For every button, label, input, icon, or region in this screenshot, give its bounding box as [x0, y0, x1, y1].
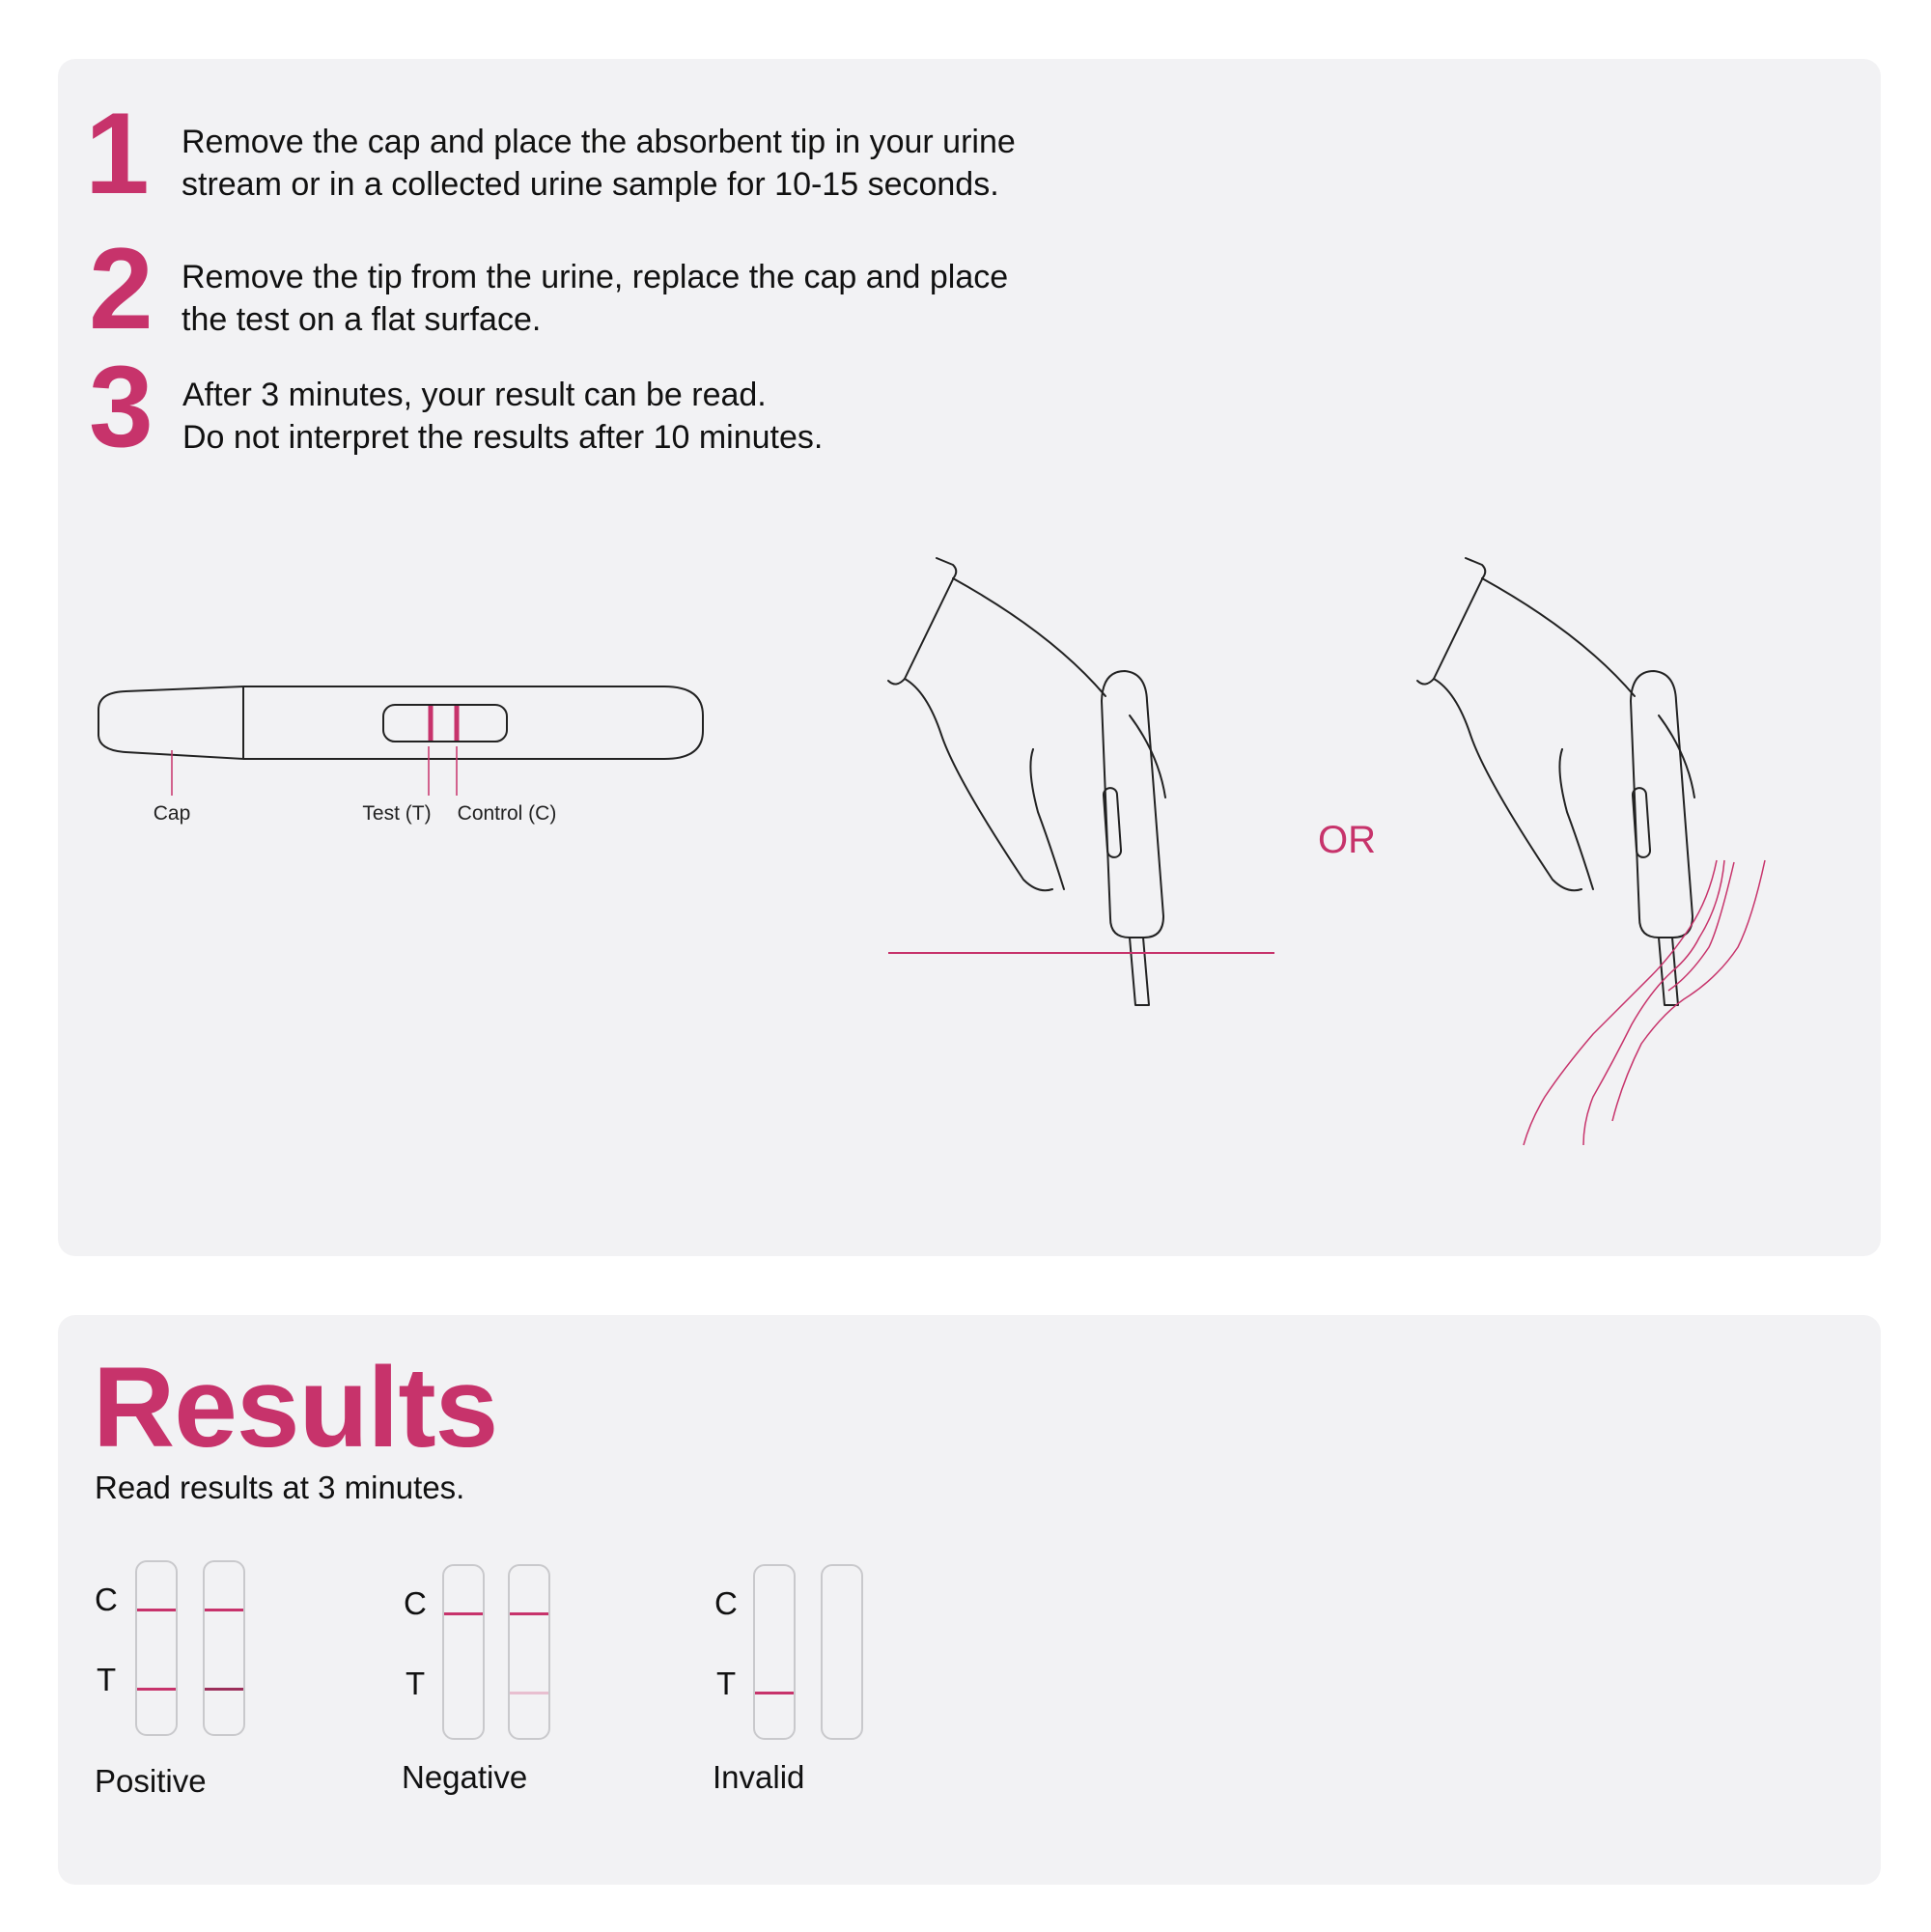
- result-strip: [203, 1560, 245, 1736]
- control-label: Control (C): [457, 802, 557, 825]
- illustrations: [58, 59, 1881, 1256]
- test-band: [755, 1692, 794, 1694]
- cap-label: Cap: [153, 802, 191, 825]
- step-text-line: Remove the tip from the urine, replace the cap and place: [182, 259, 1009, 295]
- results-title: Results: [93, 1344, 498, 1471]
- result-strip: [508, 1564, 550, 1740]
- control-band: [137, 1609, 176, 1611]
- test-stick: [1631, 671, 1693, 938]
- t-label: T: [716, 1666, 737, 1701]
- results-panel: [58, 1315, 1881, 1885]
- step-text-line: stream or in a collected urine sample for 10-15 seconds.: [182, 166, 999, 203]
- test-strip-cap: [98, 686, 243, 759]
- test-label: Test (T): [362, 802, 432, 825]
- result-name: Negative: [402, 1759, 528, 1795]
- or-label: OR: [1318, 819, 1376, 861]
- test-strip-diagram: [98, 686, 703, 759]
- step-text-line: After 3 minutes, your result can be read.: [182, 377, 767, 413]
- urine-stream: [1524, 860, 1765, 1145]
- step-number: 1: [85, 89, 150, 218]
- c-label: C: [714, 1585, 738, 1621]
- result-name: Invalid: [713, 1759, 805, 1795]
- step-number: 2: [89, 224, 154, 353]
- step-text-line: Remove the cap and place the absorbent tip in your urine: [182, 124, 1016, 160]
- t-label: T: [406, 1666, 426, 1701]
- instructions-panel: [58, 59, 1881, 1256]
- step-text-line: the test on a flat surface.: [182, 301, 542, 338]
- hand-urine-stream-illustration: [1417, 558, 1694, 1005]
- hand-collected-sample-illustration: [888, 558, 1165, 1005]
- test-stick: [1102, 671, 1163, 938]
- control-band: [510, 1612, 548, 1615]
- control-band: [205, 1609, 243, 1611]
- result-name: Positive: [95, 1763, 207, 1799]
- test-strip-window: [383, 705, 507, 742]
- c-label: C: [95, 1582, 118, 1617]
- result-strip: [442, 1564, 485, 1740]
- test-strip-body: [243, 686, 703, 759]
- c-label: C: [404, 1585, 427, 1621]
- result-strip: [821, 1564, 863, 1740]
- faint-test-band: [510, 1692, 548, 1694]
- result-strip: [753, 1564, 796, 1740]
- results-subtitle: Read results at 3 minutes.: [95, 1470, 465, 1505]
- t-label: T: [97, 1662, 117, 1697]
- step-number: 3: [89, 342, 154, 471]
- result-strip: [135, 1560, 178, 1736]
- test-band: [205, 1688, 243, 1691]
- test-band: [137, 1688, 176, 1691]
- control-band: [444, 1612, 483, 1615]
- step-text-line: Do not interpret the results after 10 minutes.: [182, 419, 824, 456]
